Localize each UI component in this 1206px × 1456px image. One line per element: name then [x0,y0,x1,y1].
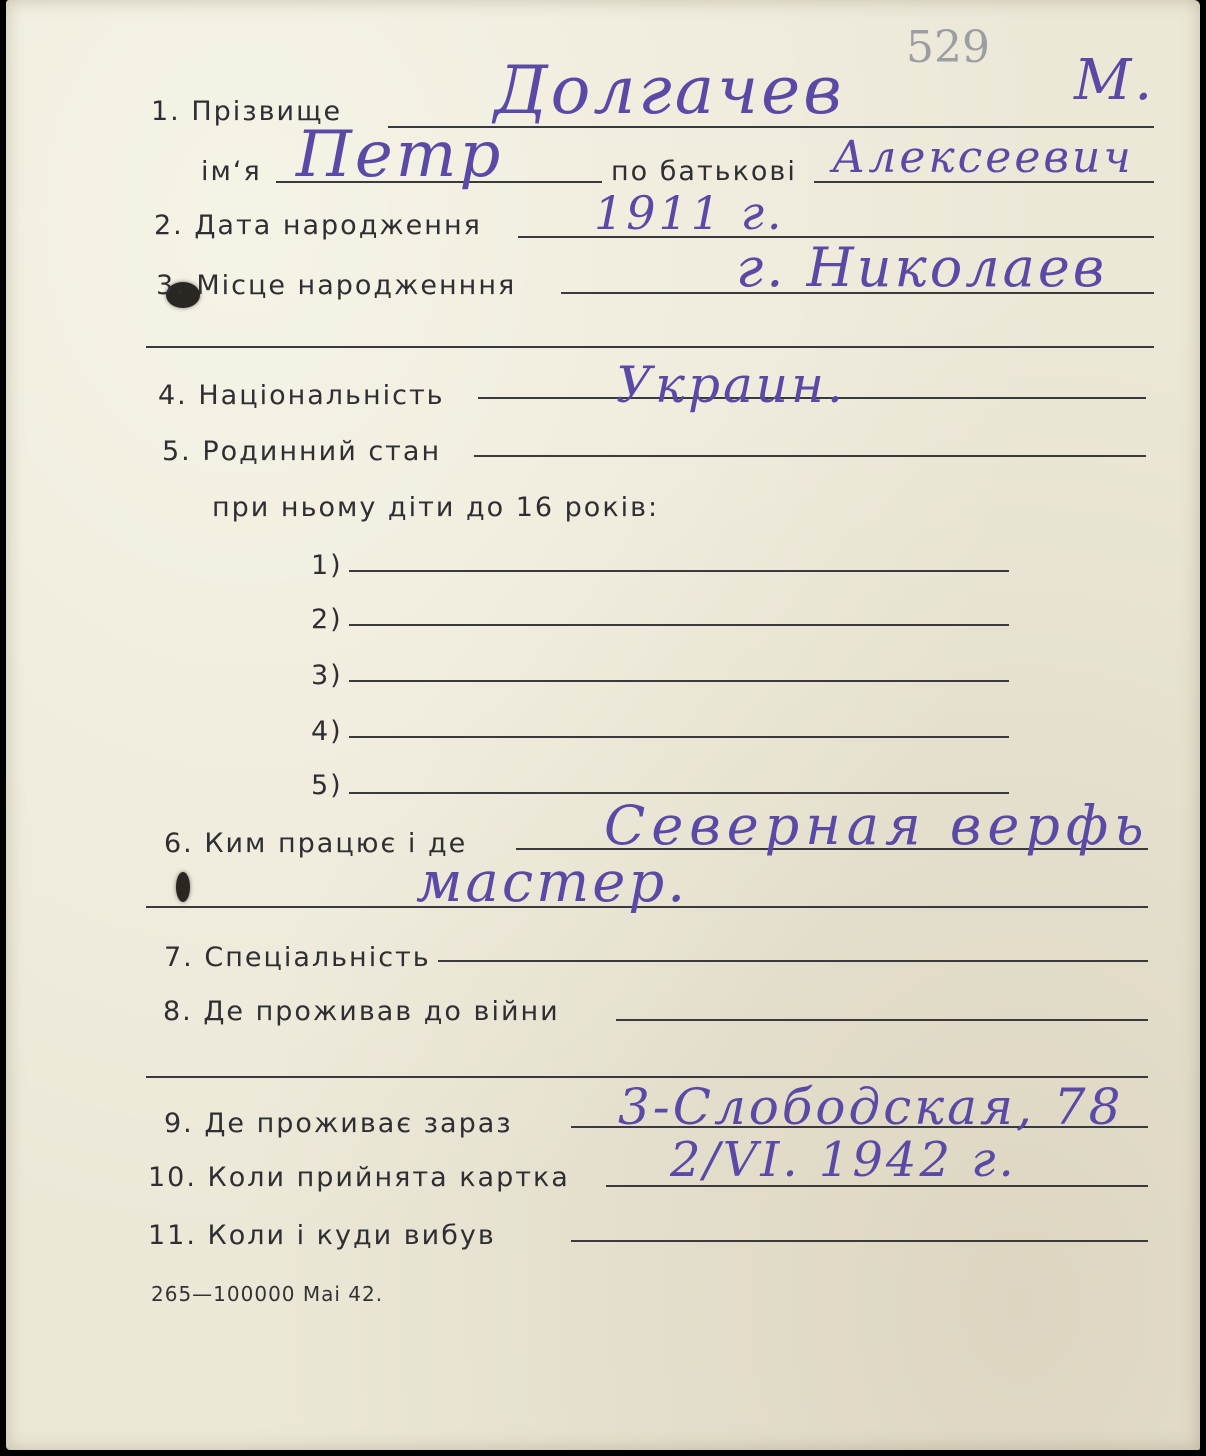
punch-hole-bottom [176,872,190,902]
label-departed: 11. Коли і куди вибув [148,1220,496,1251]
label-prewar-residence: 8. Де проживав до війни [163,996,560,1027]
child-line [349,570,1009,572]
value-first-name: Петр [296,118,504,192]
label-work: 6. Ким працює і де [164,828,468,859]
child-line [349,736,1009,738]
label-patronymic: по батькові [611,156,797,187]
value-work-line2: мастер. [416,850,689,915]
label-specialty: 7. Спеціальність [164,942,431,973]
line-prewar-residence [616,1019,1148,1021]
line-birth-place-extra [146,346,1154,348]
label-family-status: 5. Родинний стан [162,436,442,467]
label-birth-place: 3. Місце народженння [156,270,517,301]
value-work-line1: Северная верфь [604,794,1150,857]
value-current-residence: 3-Слободская, 78 [618,1078,1124,1136]
line-specialty [438,960,1148,962]
label-first-name: ім‘я [201,156,262,187]
child-item-label: 1) [311,550,343,581]
child-item-label: 3) [311,660,343,691]
pencil-number: 529 [906,22,990,73]
value-surname-note: М. [1074,48,1156,113]
value-birth-place: г. Николаев [736,236,1108,299]
child-line [349,680,1009,682]
label-birth-date: 2. Дата народження [154,210,482,241]
label-current-residence: 9. Де проживає зараз [164,1108,513,1139]
print-code: 265—100000 Маі 42. [151,1282,384,1306]
label-nationality: 4. Національність [158,380,445,411]
child-item-label: 5) [311,770,343,801]
label-children: при ньому діти до 16 років: [212,492,660,523]
value-birth-date: 1911 г. [594,186,785,240]
value-nationality: Украин. [616,356,846,414]
child-item-label: 4) [311,716,343,747]
line-departed [571,1240,1148,1242]
label-card-accepted: 10. Коли прийнята картка [148,1162,570,1193]
child-item-label: 2) [311,604,343,635]
value-surname: Долгачев [494,52,845,129]
label-surname: 1. Прізвище [151,96,343,127]
value-card-accepted: 2/VI. 1942 г. [670,1132,1017,1188]
child-line [349,624,1009,626]
value-patronymic: Алексеевич [832,132,1134,183]
registration-card [6,0,1200,1450]
line-family-status [474,455,1146,457]
